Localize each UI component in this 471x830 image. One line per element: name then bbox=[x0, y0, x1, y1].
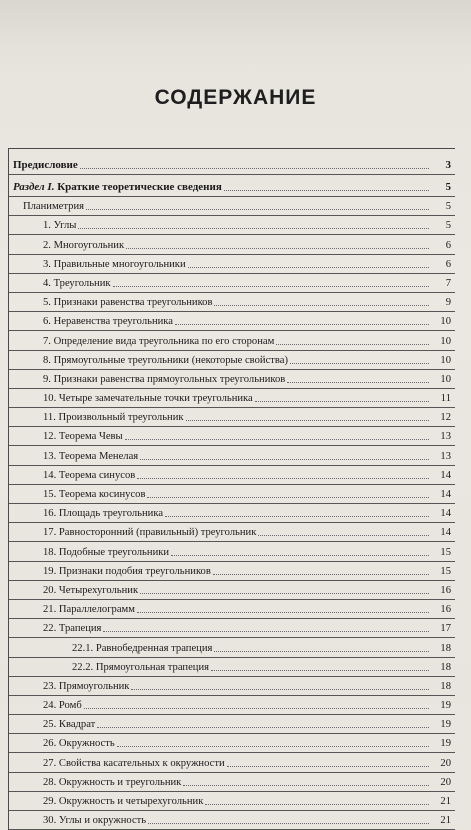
toc-entry-page-number: 17 bbox=[440, 623, 451, 635]
toc-entry-page-number: 9 bbox=[445, 297, 451, 309]
toc-entry-label bbox=[43, 277, 113, 290]
dot-leader bbox=[205, 804, 429, 805]
dot-leader bbox=[227, 766, 429, 767]
toc-entry-page-number: 20 bbox=[440, 776, 451, 788]
toc-entry bbox=[9, 523, 455, 542]
dot-leader bbox=[211, 670, 429, 671]
toc-entry-text: 3. Правильные многоугольники bbox=[43, 258, 186, 270]
dot-leader bbox=[213, 574, 429, 575]
toc-entry-page-number: 10 bbox=[440, 335, 451, 347]
toc-entry-text: 12. Теорема Чевы bbox=[43, 431, 123, 443]
toc-entry-text: 21. Параллелограмм bbox=[43, 604, 135, 616]
dot-leader bbox=[80, 168, 429, 169]
toc-entry-page-number: 20 bbox=[440, 757, 451, 769]
toc-entry-text: 29. Окружность и четырехугольник bbox=[43, 796, 204, 807]
toc-entry bbox=[9, 773, 455, 792]
toc-entry bbox=[9, 485, 455, 504]
toc-entry-label bbox=[43, 584, 140, 597]
dot-leader bbox=[125, 439, 429, 440]
toc-entry-label bbox=[43, 603, 137, 616]
toc-entry-label bbox=[43, 507, 165, 520]
toc-entry-text: 10. Четыре замечательные точки треугольника bbox=[43, 393, 253, 405]
toc-entry-text: 25. Квадрат bbox=[43, 719, 96, 731]
toc-entry bbox=[9, 293, 455, 312]
toc-entry-page-number: 5 bbox=[445, 181, 451, 193]
toc-entry-page-number: 18 bbox=[440, 661, 451, 673]
toc-entry-text: 28. Окружность и треугольник bbox=[43, 776, 182, 788]
toc-entry-page-number: 10 bbox=[440, 354, 451, 366]
dot-leader bbox=[165, 516, 429, 517]
toc-entry bbox=[9, 351, 455, 370]
dot-leader bbox=[183, 785, 429, 786]
toc-entry-page-number: 6 bbox=[445, 258, 451, 270]
dot-leader bbox=[131, 689, 429, 690]
toc-entry-text: 23. Прямоугольник bbox=[43, 680, 130, 692]
toc-entry bbox=[9, 175, 455, 197]
toc-entry-label bbox=[43, 526, 258, 539]
toc-entry-page-number: 18 bbox=[440, 642, 451, 654]
toc-entry-text: 7. Определение вида треугольника по его сторонам bbox=[43, 335, 275, 347]
toc-entry-page-number: 15 bbox=[440, 565, 451, 577]
toc-entry-text: 18. Подобные треугольники bbox=[43, 546, 170, 558]
toc-entry bbox=[9, 389, 455, 408]
dot-leader bbox=[214, 305, 429, 306]
toc-entry-page-number: 21 bbox=[440, 796, 451, 807]
toc-entry-page-number: 19 bbox=[440, 700, 451, 712]
toc-entry-label bbox=[43, 680, 131, 693]
toc-entry bbox=[9, 235, 455, 254]
toc-entry-label bbox=[43, 488, 147, 501]
dot-leader bbox=[137, 478, 429, 479]
toc-entry bbox=[9, 370, 455, 389]
toc-entry bbox=[9, 427, 455, 446]
toc-entry bbox=[9, 408, 455, 427]
toc-entry-page-number: 19 bbox=[440, 719, 451, 731]
toc-entry-page-number: 5 bbox=[445, 220, 451, 232]
dot-leader bbox=[140, 593, 429, 594]
dot-leader bbox=[117, 746, 429, 747]
toc-entry-page-number: 7 bbox=[445, 277, 451, 289]
dot-leader bbox=[140, 459, 429, 460]
toc-entry bbox=[9, 562, 455, 581]
toc-entry bbox=[9, 466, 455, 485]
dot-leader bbox=[290, 363, 429, 364]
toc-entry-text: 27. Свойства касательных к окружности bbox=[43, 757, 225, 769]
toc-entry bbox=[9, 753, 455, 772]
toc-section-prefix: Раздел I. bbox=[13, 181, 55, 193]
toc-entry bbox=[9, 715, 455, 734]
toc-entry-page-number: 16 bbox=[440, 604, 451, 616]
toc-entry-page-number: 19 bbox=[440, 738, 451, 750]
dot-leader bbox=[97, 727, 429, 728]
dot-leader bbox=[84, 708, 429, 709]
toc-entry-page-number: 18 bbox=[440, 680, 451, 692]
toc-entry-page-number: 15 bbox=[440, 546, 451, 558]
page-title: СОДЕРЖАНИЕ bbox=[154, 86, 317, 109]
toc-entry-label bbox=[43, 469, 137, 482]
toc-entry-text: 5. Признаки равенства треугольников bbox=[43, 297, 213, 309]
toc-entry-label bbox=[13, 181, 224, 194]
toc-entry-label bbox=[43, 450, 140, 463]
toc-entry-text: 20. Четырехугольник bbox=[43, 584, 139, 596]
dot-leader bbox=[78, 228, 429, 229]
toc-entry-page-number: 12 bbox=[440, 412, 451, 424]
dot-leader bbox=[258, 535, 429, 536]
toc-entry bbox=[9, 504, 455, 523]
toc-entry-label bbox=[13, 159, 80, 172]
dot-leader bbox=[171, 555, 429, 556]
toc-entry-label bbox=[43, 296, 214, 309]
toc-entry bbox=[9, 792, 455, 811]
dot-leader bbox=[113, 286, 429, 287]
toc-entry bbox=[9, 197, 455, 216]
toc-entry-label bbox=[43, 219, 78, 232]
toc-entry bbox=[9, 811, 455, 830]
toc-entry bbox=[9, 677, 455, 696]
toc-entry-page-number: 11 bbox=[440, 393, 451, 405]
toc-entry-label bbox=[23, 200, 86, 213]
toc-entry-label bbox=[43, 737, 117, 750]
toc-entry-text: Краткие теоретические сведения bbox=[57, 181, 222, 193]
toc-entry-text: 22. Трапеция bbox=[43, 623, 102, 635]
toc-entry-label bbox=[43, 776, 183, 789]
dot-leader bbox=[137, 612, 429, 613]
toc-entry-text: 8. Прямоугольные треугольники (некоторые свойства) bbox=[43, 354, 288, 366]
toc-entry-label bbox=[43, 239, 126, 252]
table-of-contents bbox=[8, 148, 455, 830]
toc-entry-text: 6. Неравенства треугольника bbox=[43, 316, 173, 328]
toc-entry-label bbox=[43, 699, 84, 712]
toc-entry-page-number: 13 bbox=[440, 431, 451, 443]
toc-entry-text: Планиметрия bbox=[23, 201, 84, 213]
toc-entry-page-number: 21 bbox=[440, 815, 451, 827]
dot-leader bbox=[186, 420, 429, 421]
toc-entry-text: 4. Треугольник bbox=[43, 277, 111, 289]
toc-entry-text: 9. Признаки равенства прямоугольных треугольников bbox=[43, 373, 286, 385]
dot-leader bbox=[287, 382, 429, 383]
toc-entry-text: Предисловие bbox=[13, 159, 78, 171]
toc-entry-text: 15. Теорема косинусов bbox=[43, 489, 146, 500]
toc-entry-label bbox=[72, 661, 211, 674]
toc-entry-label bbox=[43, 795, 205, 808]
toc-entry bbox=[9, 216, 455, 235]
toc-entry-text: 22.1. Равнобедренная трапеция bbox=[72, 642, 213, 654]
dot-leader bbox=[175, 324, 429, 325]
toc-entry-page-number: 16 bbox=[440, 584, 451, 596]
toc-entry bbox=[9, 600, 455, 619]
toc-entry bbox=[9, 446, 455, 465]
toc-entry-label bbox=[43, 335, 276, 348]
toc-entry-text: 16. Площадь треугольника bbox=[43, 508, 164, 520]
toc-entry-label bbox=[43, 814, 148, 827]
dot-leader bbox=[86, 209, 429, 210]
toc-entry-label bbox=[43, 411, 186, 424]
toc-entry-page-number: 13 bbox=[440, 450, 451, 462]
dot-leader bbox=[126, 248, 429, 249]
toc-entry-label bbox=[43, 315, 175, 328]
toc-entry bbox=[9, 638, 455, 657]
dot-leader bbox=[188, 267, 429, 268]
dot-leader bbox=[103, 631, 429, 632]
toc-entry-page-number: 14 bbox=[440, 508, 451, 520]
toc-entry-text: 11. Произвольный треугольник bbox=[43, 412, 184, 424]
toc-entry-label bbox=[43, 718, 97, 731]
toc-entry-text: 24. Ромб bbox=[43, 700, 82, 712]
toc-entry-label bbox=[43, 392, 255, 405]
toc-entry-label bbox=[43, 354, 290, 367]
dot-leader bbox=[255, 401, 429, 402]
toc-entry-page-number: 6 bbox=[445, 239, 451, 251]
toc-entry bbox=[9, 696, 455, 715]
toc-entry-page-number: 10 bbox=[440, 316, 451, 328]
toc-entry-text: 2. Многоугольник bbox=[43, 239, 125, 251]
toc-entry bbox=[9, 658, 455, 677]
toc-entry bbox=[9, 274, 455, 293]
bleed-through-area bbox=[0, 0, 471, 75]
dot-leader bbox=[224, 190, 429, 191]
toc-entry-text: 17. Равносторонний (правильный) треугольник bbox=[43, 527, 257, 539]
toc-entry bbox=[9, 312, 455, 331]
toc-entry-page-number: 10 bbox=[440, 373, 451, 385]
dot-leader bbox=[276, 344, 429, 345]
toc-entry bbox=[9, 542, 455, 561]
toc-entry-label bbox=[72, 642, 214, 655]
toc-entry bbox=[9, 581, 455, 600]
toc-entry-page-number: 14 bbox=[440, 527, 451, 539]
toc-entry-text: 30. Углы и окружность bbox=[43, 815, 147, 827]
toc-entry bbox=[9, 255, 455, 274]
dot-leader bbox=[148, 823, 429, 824]
toc-entry-text: 13. Теорема Менелая bbox=[43, 450, 139, 462]
toc-entry-text: 26. Окружность bbox=[43, 738, 115, 750]
toc-entry-label bbox=[43, 546, 171, 559]
toc-entry-text: 14. Теорема синусов bbox=[43, 469, 136, 481]
toc-entry-label bbox=[43, 430, 125, 443]
toc-entry-page-number: 14 bbox=[440, 469, 451, 481]
toc-entry-text: 1. Углы bbox=[43, 220, 77, 232]
dot-leader bbox=[147, 497, 429, 498]
toc-entry-label bbox=[43, 757, 227, 770]
toc-entry-text: 22.2. Прямоугольная трапеция bbox=[72, 661, 209, 673]
toc-entry-label bbox=[43, 373, 287, 386]
toc-entry-label bbox=[43, 258, 188, 271]
toc-entry bbox=[9, 149, 455, 175]
dot-leader bbox=[214, 651, 429, 652]
toc-entry bbox=[9, 734, 455, 753]
toc-entry bbox=[9, 331, 455, 350]
toc-entry-label bbox=[43, 565, 213, 578]
toc-entry-page-number: 5 bbox=[445, 201, 451, 213]
toc-entry-label bbox=[43, 622, 103, 635]
toc-entry-page-number: 3 bbox=[445, 159, 451, 171]
toc-entry bbox=[9, 619, 455, 638]
toc-entry-text: 19. Признаки подобия треугольников bbox=[43, 565, 211, 577]
toc-entry-page-number: 14 bbox=[440, 489, 451, 500]
